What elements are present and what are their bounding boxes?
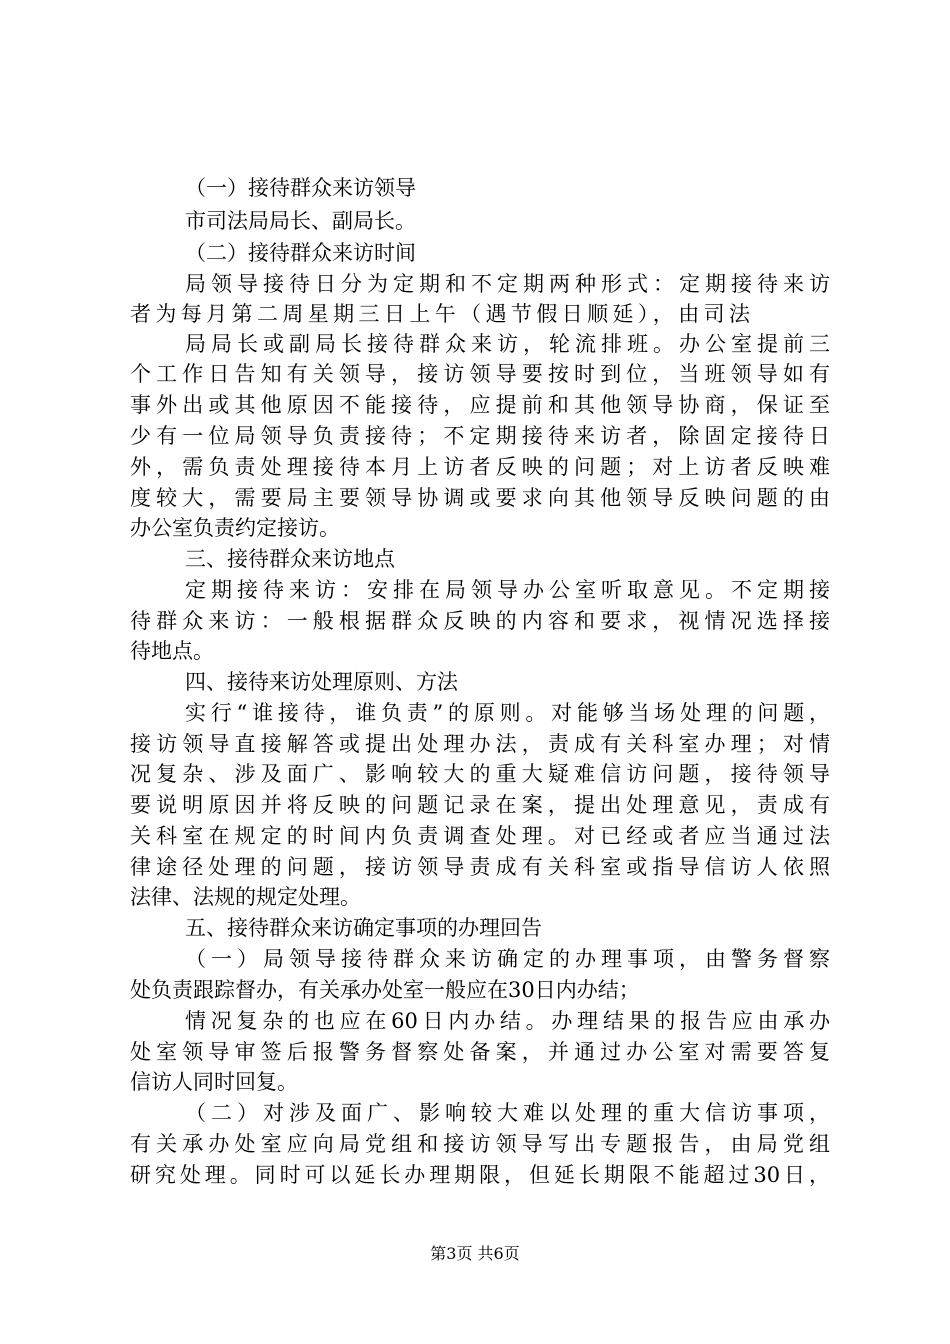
text-line: 研究处理。同时可以延长办理期限，但延长期限不能超过30日， — [130, 1163, 830, 1187]
text-line: （二）对涉及面广、影响较大难以处理的重大信访事项， — [185, 1101, 830, 1125]
text-line: 情况复杂的也应在60日内办结。办理结果的报告应由承办 — [185, 1009, 830, 1033]
text-line: 信访人同时回复。 — [130, 1070, 298, 1094]
text-line: （二）接待群众来访时间 — [185, 241, 416, 265]
text-line: 法律、法规的规定处理。 — [130, 885, 361, 909]
text-line: （一）接待群众来访领导 — [185, 176, 416, 200]
text-line: 有关承办处室应向局党组和接访领导写出专题报告，由局党组 — [130, 1132, 830, 1156]
text-line: 度较大，需要局主要领导协调或要求向其他领导反映问题的由 — [130, 486, 830, 510]
text-line: 待群众来访：一般根据群众反映的内容和要求，视情况选择接 — [130, 609, 830, 633]
text-line: 接访领导直接解答或提出处理办法，责成有关科室办理；对情 — [130, 732, 830, 756]
text-line: 况复杂、涉及面广、影响较大的重大疑难信访问题，接待领导 — [130, 762, 830, 786]
section-heading: 四、接待来访处理原则、方法 — [185, 670, 458, 694]
text-line: 要说明原因并将反映的问题记录在案，提出处理意见，责成有 — [130, 793, 830, 817]
text-line: 处室领导审签后报警务督察处备案，并通过办公室对需要答复 — [130, 1040, 830, 1064]
text-line: 事外出或其他原因不能接待，应提前和其他领导协商，保证至 — [130, 393, 830, 417]
text-line: 外，需负责处理接待本月上访者反映的问题；对上访者反映难 — [130, 455, 830, 479]
text-line: 局局长或副局长接待群众来访，轮流排班。办公室提前三 — [185, 332, 830, 356]
text-line: （一）局领导接待群众来访确定的办理事项，由警务督察 — [185, 947, 830, 971]
text-line: 处负责跟踪督办，有关承办处室一般应在30日内办结； — [130, 978, 640, 1002]
text-line: 办公室负责约定接访。 — [130, 516, 340, 540]
text-line: 市司法局局长、副局长。 — [185, 209, 416, 233]
text-line: 律途径处理的问题，接访领导责成有关科室或指导信访人依照 — [130, 855, 830, 879]
text-line: 个工作日告知有关领导，接访领导要按时到位，当班领导如有 — [130, 362, 830, 386]
text-line: 少有一位局领导负责接待；不定期接待来访者，除固定接待日 — [130, 424, 830, 448]
text-line: 定期接待来访：安排在局领导办公室听取意见。不定期接 — [185, 578, 830, 602]
text-line: 关科室在规定的时间内负责调查处理。对已经或者应当通过法 — [130, 824, 830, 848]
section-heading: 五、接待群众来访确定事项的办理回告 — [185, 916, 542, 940]
section-heading: 三、接待群众来访地点 — [185, 547, 395, 571]
text-line: 者为每月第二周星期三日上午（遇节假日顺延），由司法 — [130, 302, 750, 326]
text-line: 待地点。 — [130, 639, 214, 663]
page-footer: 第3页 共6页 — [430, 1244, 520, 1263]
text-line: 实行“谁接待，谁负责”的原则。对能够当场处理的问题， — [185, 701, 830, 725]
text-line: 局领导接待日分为定期和不定期两种形式：定期接待来访 — [185, 272, 830, 296]
